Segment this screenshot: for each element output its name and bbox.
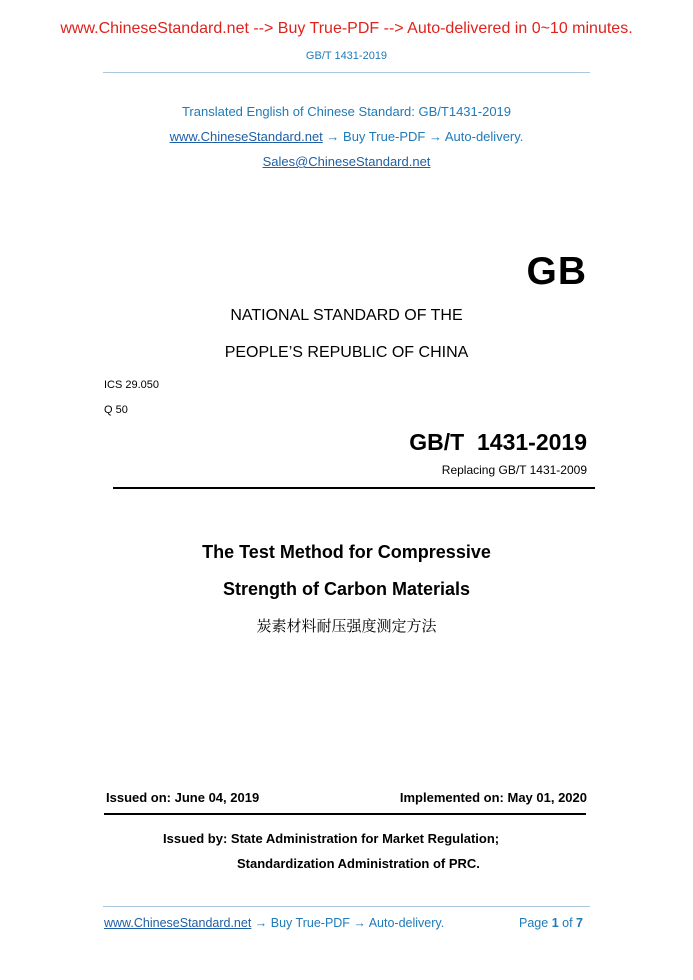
- header-divider: [103, 72, 590, 73]
- ccs-code: Q 50: [104, 404, 128, 416]
- page-of: of: [562, 916, 573, 930]
- issued-by-line2: Standardization Administration of PRC.: [237, 856, 480, 871]
- footer-site-link[interactable]: www.ChineseStandard.net: [104, 916, 252, 930]
- footer-divider: [103, 906, 590, 907]
- site-link-suffix: → Buy True-PDF → Auto-delivery.: [322, 129, 524, 144]
- dates-divider: [104, 813, 586, 815]
- page-total: 7: [576, 916, 583, 930]
- translation-site-line: [0, 129, 693, 144]
- standard-number: GB/T 1431-2019: [409, 429, 587, 455]
- footer-site-line: [104, 916, 444, 930]
- national-standard-line2: PEOPLE’S REPUBLIC OF CHINA: [224, 344, 469, 361]
- email-link[interactable]: Sales@ChineseStandard.net: [262, 154, 431, 169]
- title-divider: [113, 487, 595, 489]
- document-title-line1: The Test Method for Compressive: [202, 542, 491, 562]
- document-title-chinese: 炭素材料耐压强度测定方法: [256, 618, 437, 635]
- page-label: Page: [519, 916, 549, 930]
- replacing-note: Replacing GB/T 1431-2009: [441, 463, 587, 477]
- translation-notice: Translated English of Chinese Standard: GB/T1431-2019: [181, 104, 512, 119]
- site-link[interactable]: www.ChineseStandard.net: [169, 129, 323, 144]
- implemented-on: Implemented on: May 01, 2020: [399, 790, 587, 805]
- gb-mark: GB: [526, 250, 587, 293]
- running-header-standard-code: GB/T 1431-2019: [305, 50, 388, 62]
- national-standard-line1: NATIONAL STANDARD OF THE: [230, 307, 463, 324]
- page-indicator: [519, 916, 583, 930]
- issued-by-line1: Issued by: State Administration for Market Regulation;: [163, 831, 500, 846]
- page-current: 1: [551, 916, 559, 930]
- top-banner[interactable]: www.ChineseStandard.net --> Buy True-PDF --> Auto-delivered in 0~10 minutes.: [60, 20, 633, 37]
- footer-site-suffix: → Buy True-PDF → Auto-delivery.: [251, 916, 445, 930]
- document-title-line2: Strength of Carbon Materials: [222, 579, 471, 599]
- ics-code: ICS 29.050: [104, 379, 160, 391]
- issued-on: Issued on: June 04, 2019: [106, 790, 260, 805]
- email-line: [0, 154, 693, 169]
